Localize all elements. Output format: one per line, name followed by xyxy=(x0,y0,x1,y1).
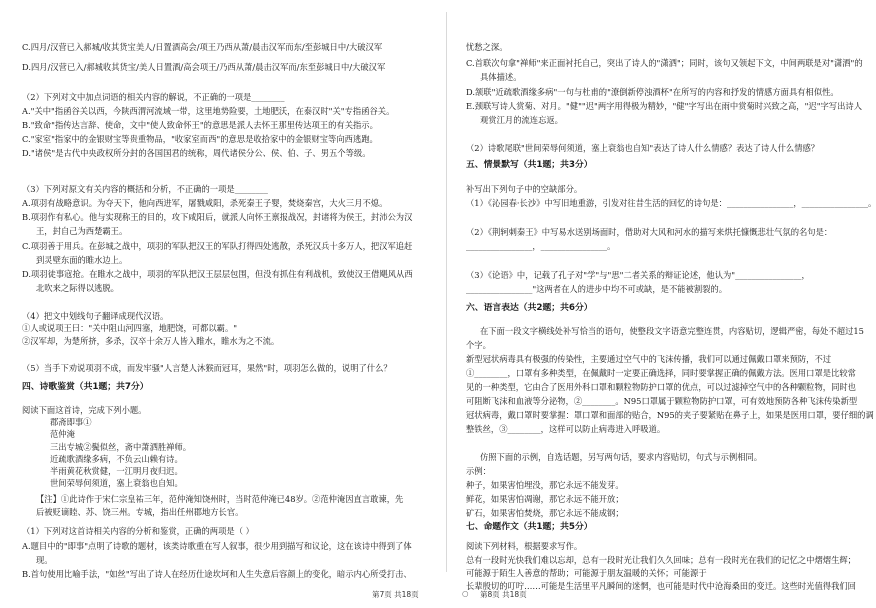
text-line: C.首联次句拿"禅师"来正面衬托自己，突出了诗人的"潇洒"；同时，该句又领起下文，中间两联是对"潇洒"的 xyxy=(466,58,863,68)
text-line: 到灵壁东面的睢水边上。 xyxy=(36,255,128,265)
section-heading: 五、情景默写（共1题；共3分） xyxy=(466,160,593,170)
text-line: 阅读下面这首诗，完成下列小题。 xyxy=(22,405,147,415)
text-line: ①人或说项王曰："关中阻山河四塞，地肥饶，可都以霸。" xyxy=(22,323,238,333)
text-line: A."关中"指函谷关以西，今陕西渭河流域一带，这里地势险要，土地肥沃，在泰汉时"关"专指函谷关。 xyxy=(22,106,395,116)
page-divider-circle: ○ xyxy=(462,589,469,598)
text-line: 见的一种类型，它由合了医用外科口罩和颗粒物防护口罩的优点，可以过滤掉空气中的各种颗粒物，同时也 xyxy=(466,382,856,392)
section-heading: 六、语言表达（共2题；共6分） xyxy=(466,303,593,313)
text-line: E.颈联写诗人赏菊、对月。"健""迟"两字用得极为精妙，"健"字写出在雨中赏菊时兴致之高，"迟"字写出诗人 xyxy=(466,101,862,111)
text-line: （2）下列对文中加点词语的相关内容的解说，不正确的一项是________ xyxy=(22,92,285,102)
text-line: （3）《论语》中，记载了孔子对"学"与"思"二者关系的辩证论述，他认为"________________， xyxy=(466,270,810,280)
text-line: B.首句使用比喻手法，"如丝"写出了诗人在经历仕途坎坷和人生失意后容颜上的变化，暗示内心所受打击、 xyxy=(22,569,412,579)
text-line: B.项羽作有私心。他与实现称王的目的，攻下咸阳后，就派人向怀王禀报战况，封诸将为侯王，封沛公为汉 xyxy=(22,212,413,222)
text-line: B."致命"指传达言辞、使命，文中"使人致命怀王"的意思是派人去怀王那里传达项王的有关指示。 xyxy=(22,120,378,130)
text-line: 北吹来之际得以逃脱。 xyxy=(36,283,119,293)
text-line: D."诸侯"是古代中央政权所分封的各国国君的统称，周代诸侯分公、侯、伯、子、男五个等级。 xyxy=(22,148,371,158)
text-line: 冠状病毒，戴口罩时要掌握：罩口罩和面部的贴合，N95的夹子要紧贴在鼻子上，如果是医用口罩，要仔细的调 xyxy=(466,410,874,420)
text-line: （5）当手下劝说项羽不成，而发牢骚"人言楚人沐猴而冠耳，果然"时，项羽怎么做的，说明了什么？ xyxy=(22,363,392,373)
text-line: 在下面一段文字横线处补写恰当的语句，使整段文字语意完整连贯，内容贴切，逻辑严密，每处不超过15 xyxy=(480,326,864,336)
text-line: 可能源于陌生人善意的帮助；可能源于朋友温暖的关怀；可能源于 xyxy=(466,568,707,578)
text-line: 观赏江月的流连忘返。 xyxy=(480,115,563,125)
text-line: 郡斋即事① xyxy=(50,417,92,427)
text-line: （2）诗歌尾联"世间荣辱何须道，塞上衰翁也自知"表达了诗人什么情感？表达了诗人什么情感？ xyxy=(466,143,820,153)
text-line: （2）《荆轲刺秦王》中写易水送别场面时，借助对大风和河水的描写来烘托慷慨悲壮气氛的名句是： xyxy=(466,227,833,237)
text-line: 示例： xyxy=(466,466,491,476)
text-line: （1）下列对这首诗相关内容的分析和鉴赏，正确的两项是（ ） xyxy=(22,526,254,536)
text-line: 阅读下列材料，根据要求写作。 xyxy=(466,541,583,551)
text-line: 后被贬谪睦、苏、饶三州。专城，指出任州郡地方长官。 xyxy=(36,507,244,517)
text-line: ①________，口罩有多种类型，在佩戴时一定要正确选择，同时要掌握正确的佩戴方法。医用口罩是比较常 xyxy=(466,368,856,378)
text-line: 仿照下面的示例，自选话题，另写两句话，要求内容贴切，句式与示例相同。 xyxy=(480,452,763,462)
text-line: 范仲淹 xyxy=(50,429,75,439)
text-line: C.项羽善于用兵。在彭城之战中，项羽的军队把汉王的军队打得四处逃散，杀死汉兵十多万人，把汉军追赶 xyxy=(22,241,413,251)
text-line: 王，封自己为西楚霸王。 xyxy=(36,226,128,236)
text-line: 种子，如果害怕埋没，那它永远不能发芽。 xyxy=(466,480,624,490)
column-divider xyxy=(446,12,447,572)
text-line: ②汉军却，为楚所挤，多杀，汉卒十余万人皆入睢水，睢水为之不流。 xyxy=(22,336,280,346)
text-line: 世间荣辱何须道，塞上衰翁也自知。 xyxy=(50,478,183,488)
text-line: 鲜花，如果害怕凋谢，那它永远不能开放； xyxy=(466,494,624,504)
text-line: 【注】①此诗作于宋仁宗皇祐三年，范仲淹知饶州时，当时范仲淹已48岁。②范仲淹因直言敢谏，先 xyxy=(36,494,404,504)
text-line: C.四月/汉营已入郝城/收其货宝美人/日置酒高会/项王乃西从萧/晨击汉军而东/至彭城日中/大破汉军 xyxy=(22,42,383,52)
text-line: 长辈殷切的叮咛……可能是生活里平凡瞬间的迷惘，也可能是时代中沧海桑田的变迁。这些时光值得我们回 xyxy=(466,581,856,591)
left-column xyxy=(22,0,424,580)
text-line: 新型冠状病毒具有极强的传染性，主要通过空气中的飞沫传播，我们可以通过佩戴口罩来预防，不过 xyxy=(466,354,832,364)
text-line: D.四月/汉营已入/郝城收其货宝/美人日置酒/高会项王/乃西从萧/晨击汉军而/东至彭城日中/大破汉军 xyxy=(22,62,386,72)
section-heading: 七、命题作文（共1题；共5分） xyxy=(466,522,593,532)
text-line: 近疏歌酒缘多病，不负云山赖有诗。 xyxy=(50,454,183,464)
text-line: A.项羽有战略意识。为夺天下，他向西进军，屠戮咸阳，杀死秦王子婴，焚烧秦宫，大火三月不熄。 xyxy=(22,198,388,208)
text-line: 整铁丝，③________，这样可以防止病毒进入呼吸道。 xyxy=(466,424,666,434)
page-number-right: 第8页 共18页 xyxy=(480,590,527,599)
text-line: C."家室"指家中的金银财宝等贵重物品，"收家室而西"的意思是收拾家中的金银财宝等向西逃跑。 xyxy=(22,134,378,144)
text-line: 可阻断飞沫和血液等分泌物，②________。N95口罩属于颗粒物防护口罩，可有效地预防各种飞沫传染新型 xyxy=(466,396,858,406)
text-line: D.颔联"近疏歌酒缘多病"一句与杜甫的"潦倒新停浊酒杯"在所写的内容和抒发的情感方面具有相似性。 xyxy=(466,87,839,97)
page-number-left: 第7页 共18页 xyxy=(372,590,419,599)
text-line: 个字。 xyxy=(466,340,491,350)
section-heading: 四、诗歌鉴赏（共1题；共7分） xyxy=(22,382,149,392)
text-line: （4）把文中划线句子翻译成现代汉语。 xyxy=(22,311,169,321)
text-line: 补写出下列句子中的空缺部分。 xyxy=(466,184,583,194)
text-line: 总有一段时光快我们难以忘却，总有一段时光让我们久久回味；总有一段时光在我们的记忆之中熠熠生辉； xyxy=(466,555,856,565)
text-line: （1）《沁园春·长沙》中写旧地重游，引发对往昔生活的回忆的诗句是：________________，________________。 xyxy=(466,198,876,208)
text-line: 忧愁之深。 xyxy=(466,42,508,52)
text-line: 具体描述。 xyxy=(480,72,522,82)
right-column xyxy=(466,0,876,591)
text-line: ________________，________________。 xyxy=(466,241,616,251)
text-line: 半雨黄花秋赏健，一江明月夜归迟。 xyxy=(50,466,183,476)
text-line: D.项羽徒事寇抢。在睢水之战中，项羽的军队把汉王层层包围，但没有抓住有利战机，致使汉王借飓风从西 xyxy=(22,269,413,279)
text-line: （3）下列对原文有关内容的概括和分析，不正确的一项是________ xyxy=(22,184,268,194)
text-line: ________________"这两者在人的进步中均不可或缺，是不能被割裂的。 xyxy=(466,284,728,294)
text-line: A.题目中的"即事"点明了诗歌的题材，该类诗歌重在写人叙事，很少用到描写和议论，这在该诗中得到了体 xyxy=(22,541,412,551)
text-line: 三出专城②鬓似丝，斋中萧洒胜禅师。 xyxy=(50,442,192,452)
text-line: 现。 xyxy=(36,555,53,565)
text-line: 矿石，如果害怕焚烧，那它永远不能成钢； xyxy=(466,508,624,518)
